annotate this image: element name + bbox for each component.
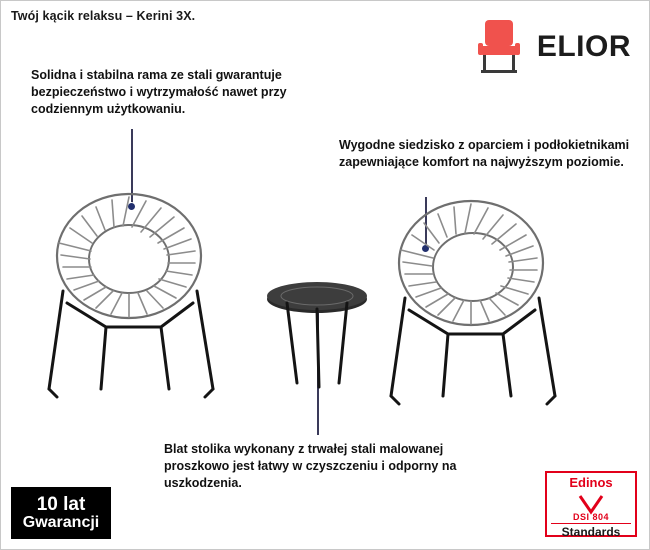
callout-frame: Solidna i stabilna rama ze stali gwarantuje bezpieczeństwo i wytrzymałość nawet przy codziennym użytkowaniu. — [31, 68, 287, 116]
brand-name: ELIOR — [536, 30, 631, 63]
warranty-label: Gwarancji — [22, 513, 100, 531]
product-scene — [1, 151, 650, 431]
checkmark-icon — [578, 493, 604, 515]
callout-table-top: Blat stolika wykonany z trwałej stali malowanej proszkowo jest łatwy w czyszczeniu i odporny na uszkodzenia. — [164, 442, 457, 490]
warranty-years: 10 lat — [36, 493, 86, 515]
warranty-badge — [11, 487, 111, 539]
certificate-name: Edinos — [569, 475, 613, 490]
certificate-standards: Standards — [551, 523, 631, 539]
certificate-badge — [545, 471, 637, 537]
page-title: Twój kącik relaksu – Kerini 3X. — [11, 9, 196, 23]
brand-logo — [471, 17, 631, 77]
callout-seat: Wygodne siedzisko z oparciem i podłokietnikami zapewniające komfort na najwyższym poziomie. — [339, 138, 630, 169]
certificate-code: DSI 804 — [572, 511, 610, 522]
red-chair-icon — [471, 17, 527, 77]
